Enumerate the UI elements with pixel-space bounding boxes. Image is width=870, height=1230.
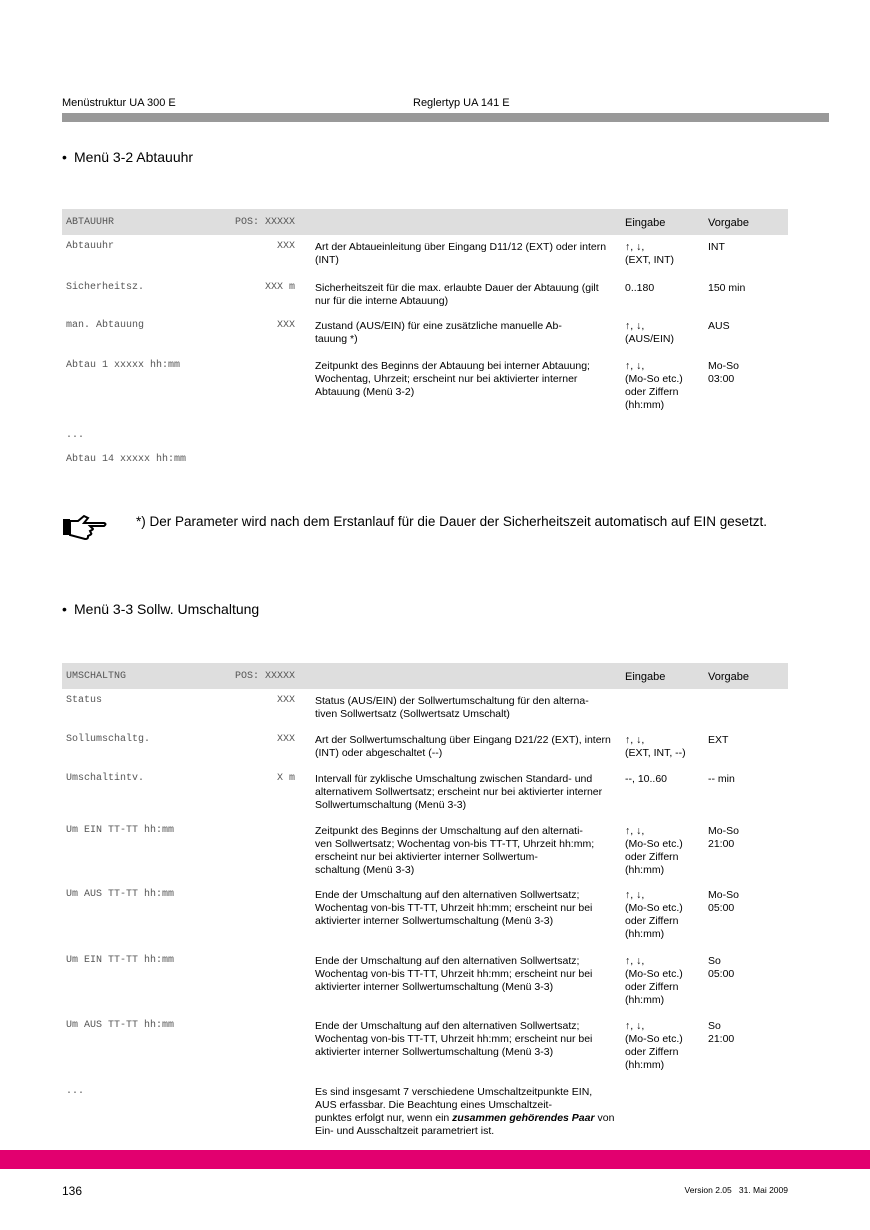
table-row: [62, 424, 788, 448]
row-vorgabe: -- min: [708, 773, 735, 785]
row-eingabe: ↑, ↓, (Mo-So etc.) oder Ziffern (hh:mm): [625, 889, 683, 940]
table-header: [62, 663, 788, 689]
section-title-text: Menü 3-2 Abtauuhr: [74, 149, 194, 165]
row-vorgabe: INT: [708, 241, 725, 253]
row-vorgabe: So 21:00: [708, 1020, 735, 1045]
desc-emphasis: zusammen gehörendes Paar: [452, 1112, 595, 1124]
row-eingabe: 0..180: [625, 282, 655, 294]
row-pos: XXX m: [264, 282, 295, 293]
header-bar: [62, 113, 829, 122]
footer-bar: [0, 1150, 870, 1169]
row-vorgabe: So 05:00: [708, 955, 735, 980]
table-row: [62, 448, 788, 474]
header-vorgabe: Vorgabe: [708, 217, 749, 229]
row-menu-name: Abtau 14 xxxxx hh:mm: [66, 454, 187, 465]
page-number: 136: [62, 1184, 83, 1198]
table-umschaltung: [62, 663, 788, 1142]
row-vorgabe: Mo-So 05:00: [708, 889, 739, 914]
table-header: [62, 209, 788, 235]
row-menu-name: ...: [66, 430, 85, 441]
row-menu-name: man. Abtauung: [66, 320, 145, 331]
note-text: *) Der Parameter wird nach dem Erstanlauf für die Dauer der Sicherheitszeit automatisch auf EIN gesetzt.: [136, 514, 768, 529]
row-pos: XXX: [276, 320, 295, 331]
desc-part: von Ein- und Ausschaltzeit parametriert ist.: [315, 1112, 615, 1137]
header-pos: POS: XXXXX: [234, 217, 295, 228]
row-eingabe: ↑, ↓, (Mo-So etc.) oder Ziffern (hh:mm): [625, 360, 683, 411]
row-description: Zeitpunkt des Beginns der Umschaltung auf den alternati- ven Sollwertsatz; Wochentag von-bis TT-TT, Uhrzeit hh:mm; erscheint nur bei aktivierter interner Sollwertum- schaltung (Menü 3-3): [315, 825, 595, 876]
row-eingabe: ↑, ↓, (EXT, INT, --): [625, 734, 686, 759]
row-vorgabe: EXT: [708, 734, 729, 746]
row-description: Ende der Umschaltung auf den alternativen Sollwertsatz; Wochentag von-bis TT-TT, Uhrzeit hh:mm; erscheint nur bei aktivierter interner Sollwertumschaltung (Menü 3-3): [315, 955, 593, 993]
section-title-text: Menü 3-3 Sollw. Umschaltung: [74, 601, 260, 617]
row-description: Ende der Umschaltung auf den alternativen Sollwertsatz; Wochentag von-bis TT-TT, Uhrzeit hh:mm; erscheint nur bei aktivierter interner Sollwertumschaltung (Menü 3-3): [315, 1020, 593, 1058]
table-row: [62, 728, 788, 767]
table-abtauuhr: [62, 209, 788, 474]
table-row: [62, 276, 788, 314]
row-description: Intervall für zyklische Umschaltung zwischen Standard- und alternativem Sollwertsatz; erscheint nur bei aktivierter interner Sollwertumschaltung (Menü 3-3): [315, 773, 603, 811]
row-menu-name: Um EIN TT-TT hh:mm: [66, 825, 175, 836]
row-menu-name: Sollumschaltg.: [66, 734, 151, 745]
header-menu-name: ABTAUUHR: [66, 217, 115, 228]
row-eingabe: ↑, ↓, (Mo-So etc.) oder Ziffern (hh:mm): [625, 825, 683, 876]
table-row: [62, 1080, 788, 1142]
row-vorgabe: AUS: [708, 320, 730, 332]
row-eingabe: ↑, ↓, (EXT, INT): [625, 241, 674, 266]
row-description: Art der Sollwertumschaltung über Eingang D21/22 (EXT), intern (INT) oder abgeschaltet (--): [315, 734, 611, 759]
row-vorgabe: Mo-So 03:00: [708, 360, 739, 385]
row-menu-name: Um AUS TT-TT hh:mm: [66, 889, 175, 900]
row-vorgabe: 150 min: [708, 282, 746, 294]
header-menu-name: UMSCHALTNG: [66, 671, 127, 682]
section-title-abtauuhr: [62, 149, 193, 165]
row-menu-name: Abtau 1 xxxxx hh:mm: [66, 360, 181, 371]
table-row: [62, 689, 788, 728]
row-pos: XXX: [276, 241, 295, 252]
table-row: [62, 767, 788, 819]
bullet-icon: •: [62, 601, 67, 617]
header-controller-type: Reglertyp UA 141 E: [413, 97, 510, 109]
table-row: [62, 949, 788, 1014]
pointing-hand-icon: [62, 514, 108, 545]
version-info: Version 2.05 31. Mai 2009: [684, 1185, 788, 1195]
table-row: [62, 819, 788, 883]
desc-part: Es sind insgesamt 7 verschiedene Umschaltzeitpunkte EIN, AUS erfassbar. Die Beachtung eines Umschaltzeit- punktes erfolgt nur, wenn ein: [315, 1086, 593, 1124]
row-eingabe: --, 10..60: [625, 773, 668, 785]
table-row: [62, 1014, 788, 1080]
row-description: Ende der Umschaltung auf den alternativen Sollwertsatz; Wochentag von-bis TT-TT, Uhrzeit hh:mm; erscheint nur bei aktivierter interner Sollwertumschaltung (Menü 3-3): [315, 889, 593, 927]
row-eingabe: ↑, ↓, (Mo-So etc.) oder Ziffern (hh:mm): [625, 1020, 683, 1071]
table-row: [62, 235, 788, 276]
row-description: Zeitpunkt des Beginns der Abtauung bei interner Abtauung; Wochentag, Uhrzeit; erscheint nur bei aktivierter interner Abtauung (Menü 3-2): [315, 360, 590, 398]
row-menu-name: Abtauuhr: [66, 241, 115, 252]
header-eingabe: Eingabe: [625, 671, 666, 683]
row-menu-name: Umschaltintv.: [66, 773, 145, 784]
row-description: Zustand (AUS/EIN) für eine zusätzliche manuelle Ab- tauung *): [315, 320, 562, 345]
bullet-icon: •: [62, 149, 67, 165]
header-pos: POS: XXXXX: [234, 671, 295, 682]
row-pos: XXX: [276, 695, 295, 706]
row-eingabe: ↑, ↓, (AUS/EIN): [625, 320, 675, 345]
row-menu-name: Um EIN TT-TT hh:mm: [66, 955, 175, 966]
table-row: [62, 883, 788, 949]
row-menu-name: Um AUS TT-TT hh:mm: [66, 1020, 175, 1031]
row-description: Sicherheitszeit für die max. erlaubte Dauer der Abtauung (gilt nur für die interne Abtauung): [315, 282, 599, 307]
section-title-umschaltung: [62, 601, 259, 617]
row-menu-name: Sicherheitsz.: [66, 282, 145, 293]
row-pos: X m: [276, 773, 295, 784]
row-vorgabe: Mo-So 21:00: [708, 825, 739, 850]
header-title: Menüstruktur UA 300 E: [62, 97, 176, 109]
header-eingabe: Eingabe: [625, 217, 666, 229]
table-row: [62, 354, 788, 424]
row-pos: XXX: [276, 734, 295, 745]
row-description: Status (AUS/EIN) der Sollwertumschaltung für den alterna- tiven Sollwertsatz (Sollwertsatz Umschalt): [315, 695, 589, 720]
header-vorgabe: Vorgabe: [708, 671, 749, 683]
row-description: Art der Abtaueinleitung über Eingang D11/12 (EXT) oder intern (INT): [315, 241, 607, 266]
row-eingabe: ↑, ↓, (Mo-So etc.) oder Ziffern (hh:mm): [625, 955, 683, 1006]
row-menu-name: Status: [66, 695, 103, 706]
row-menu-name: ...: [66, 1086, 85, 1097]
table-row: [62, 314, 788, 354]
row-description: [315, 1086, 615, 1138]
